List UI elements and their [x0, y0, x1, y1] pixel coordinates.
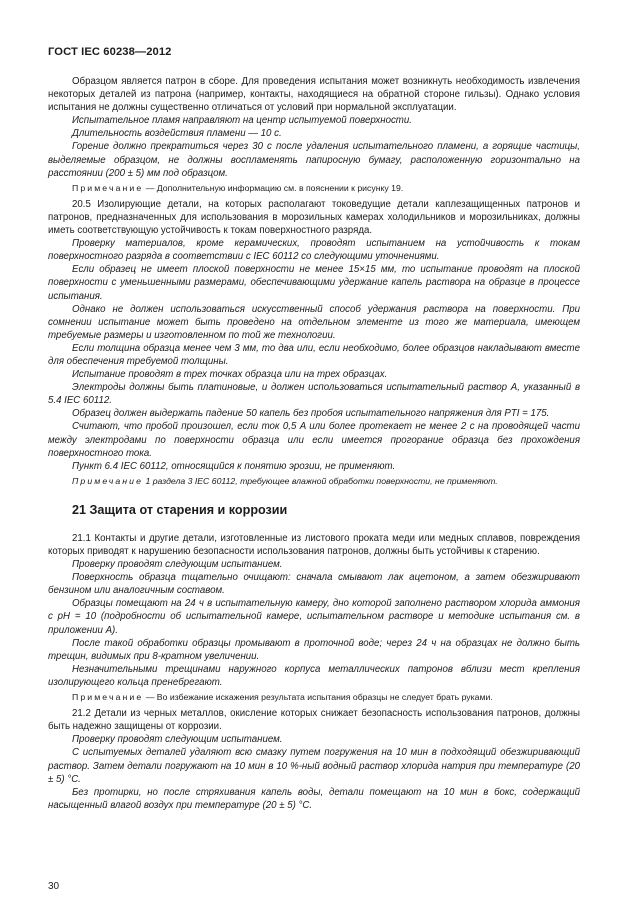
- page-number: 30: [48, 881, 60, 892]
- note-text: — Дополнительную информацию см. в пояснении к рисунку 19.: [143, 182, 404, 193]
- paragraph: Проверку материалов, кроме керамических, проводят испытанием на устойчивость к токам поверхностного разряда в соответствии с IEC 60112 со следующими уточнениями.: [48, 238, 580, 263]
- paragraph: 21.1 Контакты и другие детали, изготовленные из листового проката меди или медных сплавов, повреждения которых приводят к нарушению безопасности использования патронов, должны быть устойчивы к старению.: [48, 532, 580, 557]
- page-body: [48, 75, 580, 812]
- paragraph: Без протирки, но после стряхивания капель воды, детали помещают на 10 мин в бокс, содержащий насыщенный влагой воздух при температуре (20 ± 5) °C.: [48, 786, 580, 811]
- note-label: Примечание: [72, 182, 144, 193]
- section-title: 21 Защита от старения и коррозии: [72, 502, 288, 517]
- note-2: [48, 475, 580, 488]
- paragraph: 21.2 Детали из черных металлов, окисление которых снижает безопасность использования патронов, должны быть надежно защищены от коррозии.: [48, 708, 580, 733]
- paragraph: Однако не должен использоваться искусственный способ удержания раствора на поверхности. При сомнении испытание может быть проведено на отдельном элементе из того же материала, имеющем требуемые размеры и изготовленном по той же технологии.: [48, 303, 580, 341]
- note-text: 1 раздела 3 IEC 60112, требующее влажной обработки поверхности, не применяют.: [143, 475, 498, 486]
- paragraph: Горение должно прекратиться через 30 с после удаления испытательного пламени, а горящие частицы, выделяемые образцом, не должны воспламенять папиросную бумагу, расположенную горизонтально на расстоянии (200 ± 5) мм под образцом.: [48, 141, 580, 179]
- paragraph: Незначительными трещинами наружного корпуса металлических патронов вблизи мест крепления изолирующего кольца пренебрегают.: [48, 663, 580, 688]
- paragraphs-mid: [48, 198, 580, 473]
- paragraph: Считают, что пробой произошел, если ток 0,5 A или более протекает не менее 2 с на проводящей части между электродами по поверхности образца или если имеется прогорание образца без прохождения поверхностного тока.: [48, 421, 580, 459]
- paragraphs-top: [48, 75, 580, 180]
- note-text: — Во избежание искажения результата испытания образцы не следует брать руками.: [143, 692, 493, 703]
- note-label: Примечание: [72, 692, 144, 703]
- note-1: [48, 182, 580, 195]
- paragraph: Образец должен выдержать падение 50 капель без пробоя испытательного напряжения для PTI = 175.: [72, 408, 550, 420]
- document-header: ГОСТ IEC 60238—2012: [48, 46, 172, 58]
- paragraph: Проверку проводят следующим испытанием.: [72, 559, 283, 571]
- paragraph: Электроды должны быть платиновые, и должен использоваться испытательный раствор A, указанный в 5.4 IEC 60112.: [48, 382, 580, 407]
- paragraph: С испытуемых деталей удаляют всю смазку путем погружения на 10 мин в подходящий обезжиривающий раствор. Затем детали погружают на 10 мин в 10 %-ный водный раствор хлорида натрия при температуре (20 ± 5) °C.: [48, 747, 580, 785]
- paragraph: Образцом является патрон в сборе. Для проведения испытания может возникнуть необходимость извлечения некоторых деталей из патрона (например, контакты, находящиеся на обратной стороне гильзы). Однако условия испытания не должны существенно отличаться от условий при нормальной эксплуатации.: [48, 76, 580, 114]
- paragraph: Испытательное пламя направляют на центр испытуемой поверхности.: [72, 115, 412, 127]
- paragraph: Поверхность образца тщательно очищают: сначала смывают лак ацетоном, а затем обезжиривают бензином или аналогичным составом.: [48, 572, 580, 597]
- note-3: [48, 691, 580, 704]
- paragraph: Образцы помещают на 24 ч в испытательную камеру, дно которой заполнено раствором хлорида аммония с pH = 10 (подробности об испытательной камере, испытательном растворе и методике испытания см. в приложении A).: [48, 598, 580, 636]
- paragraph: После такой обработки образцы промывают в проточной воде; через 24 ч на образцах не должно быть трещин, видимых при 8-кратном увеличении.: [48, 637, 580, 662]
- paragraphs-bottom: [48, 532, 580, 689]
- paragraph: Если толщина образца менее чем 3 мм, то два или, если необходимо, более образцов накладывают вместе для обеспечения требуемой толщины.: [48, 342, 580, 367]
- note-label: Примечание: [72, 475, 144, 486]
- paragraphs-end: [48, 707, 580, 812]
- paragraph: Если образец не имеет плоской поверхности не менее 15×15 мм, то испытание проводят на плоской поверхности с уменьшенными размерами, обеспечивающими удержание капель раствора на образце в процессе испытания.: [48, 264, 580, 302]
- paragraph: Длительность воздействия пламени — 10 с.: [72, 128, 282, 140]
- paragraph: 20.5 Изолирующие детали, на которых располагают токоведущие детали каплезащищенных патронов и патронов, предназначенных для использования в морозильных камерах холодильников и морозильниках, должны иметь соответствующую устойчивость к токам поверхностного разряда.: [48, 198, 580, 237]
- paragraph: Пункт 6.4 IEC 60112, относящийся к понятию эрозии, не применяют.: [72, 460, 396, 472]
- paragraph: Испытание проводят в трех точках образца или на трех образцах.: [72, 369, 388, 381]
- paragraph: Проверку проводят следующим испытанием.: [72, 734, 283, 746]
